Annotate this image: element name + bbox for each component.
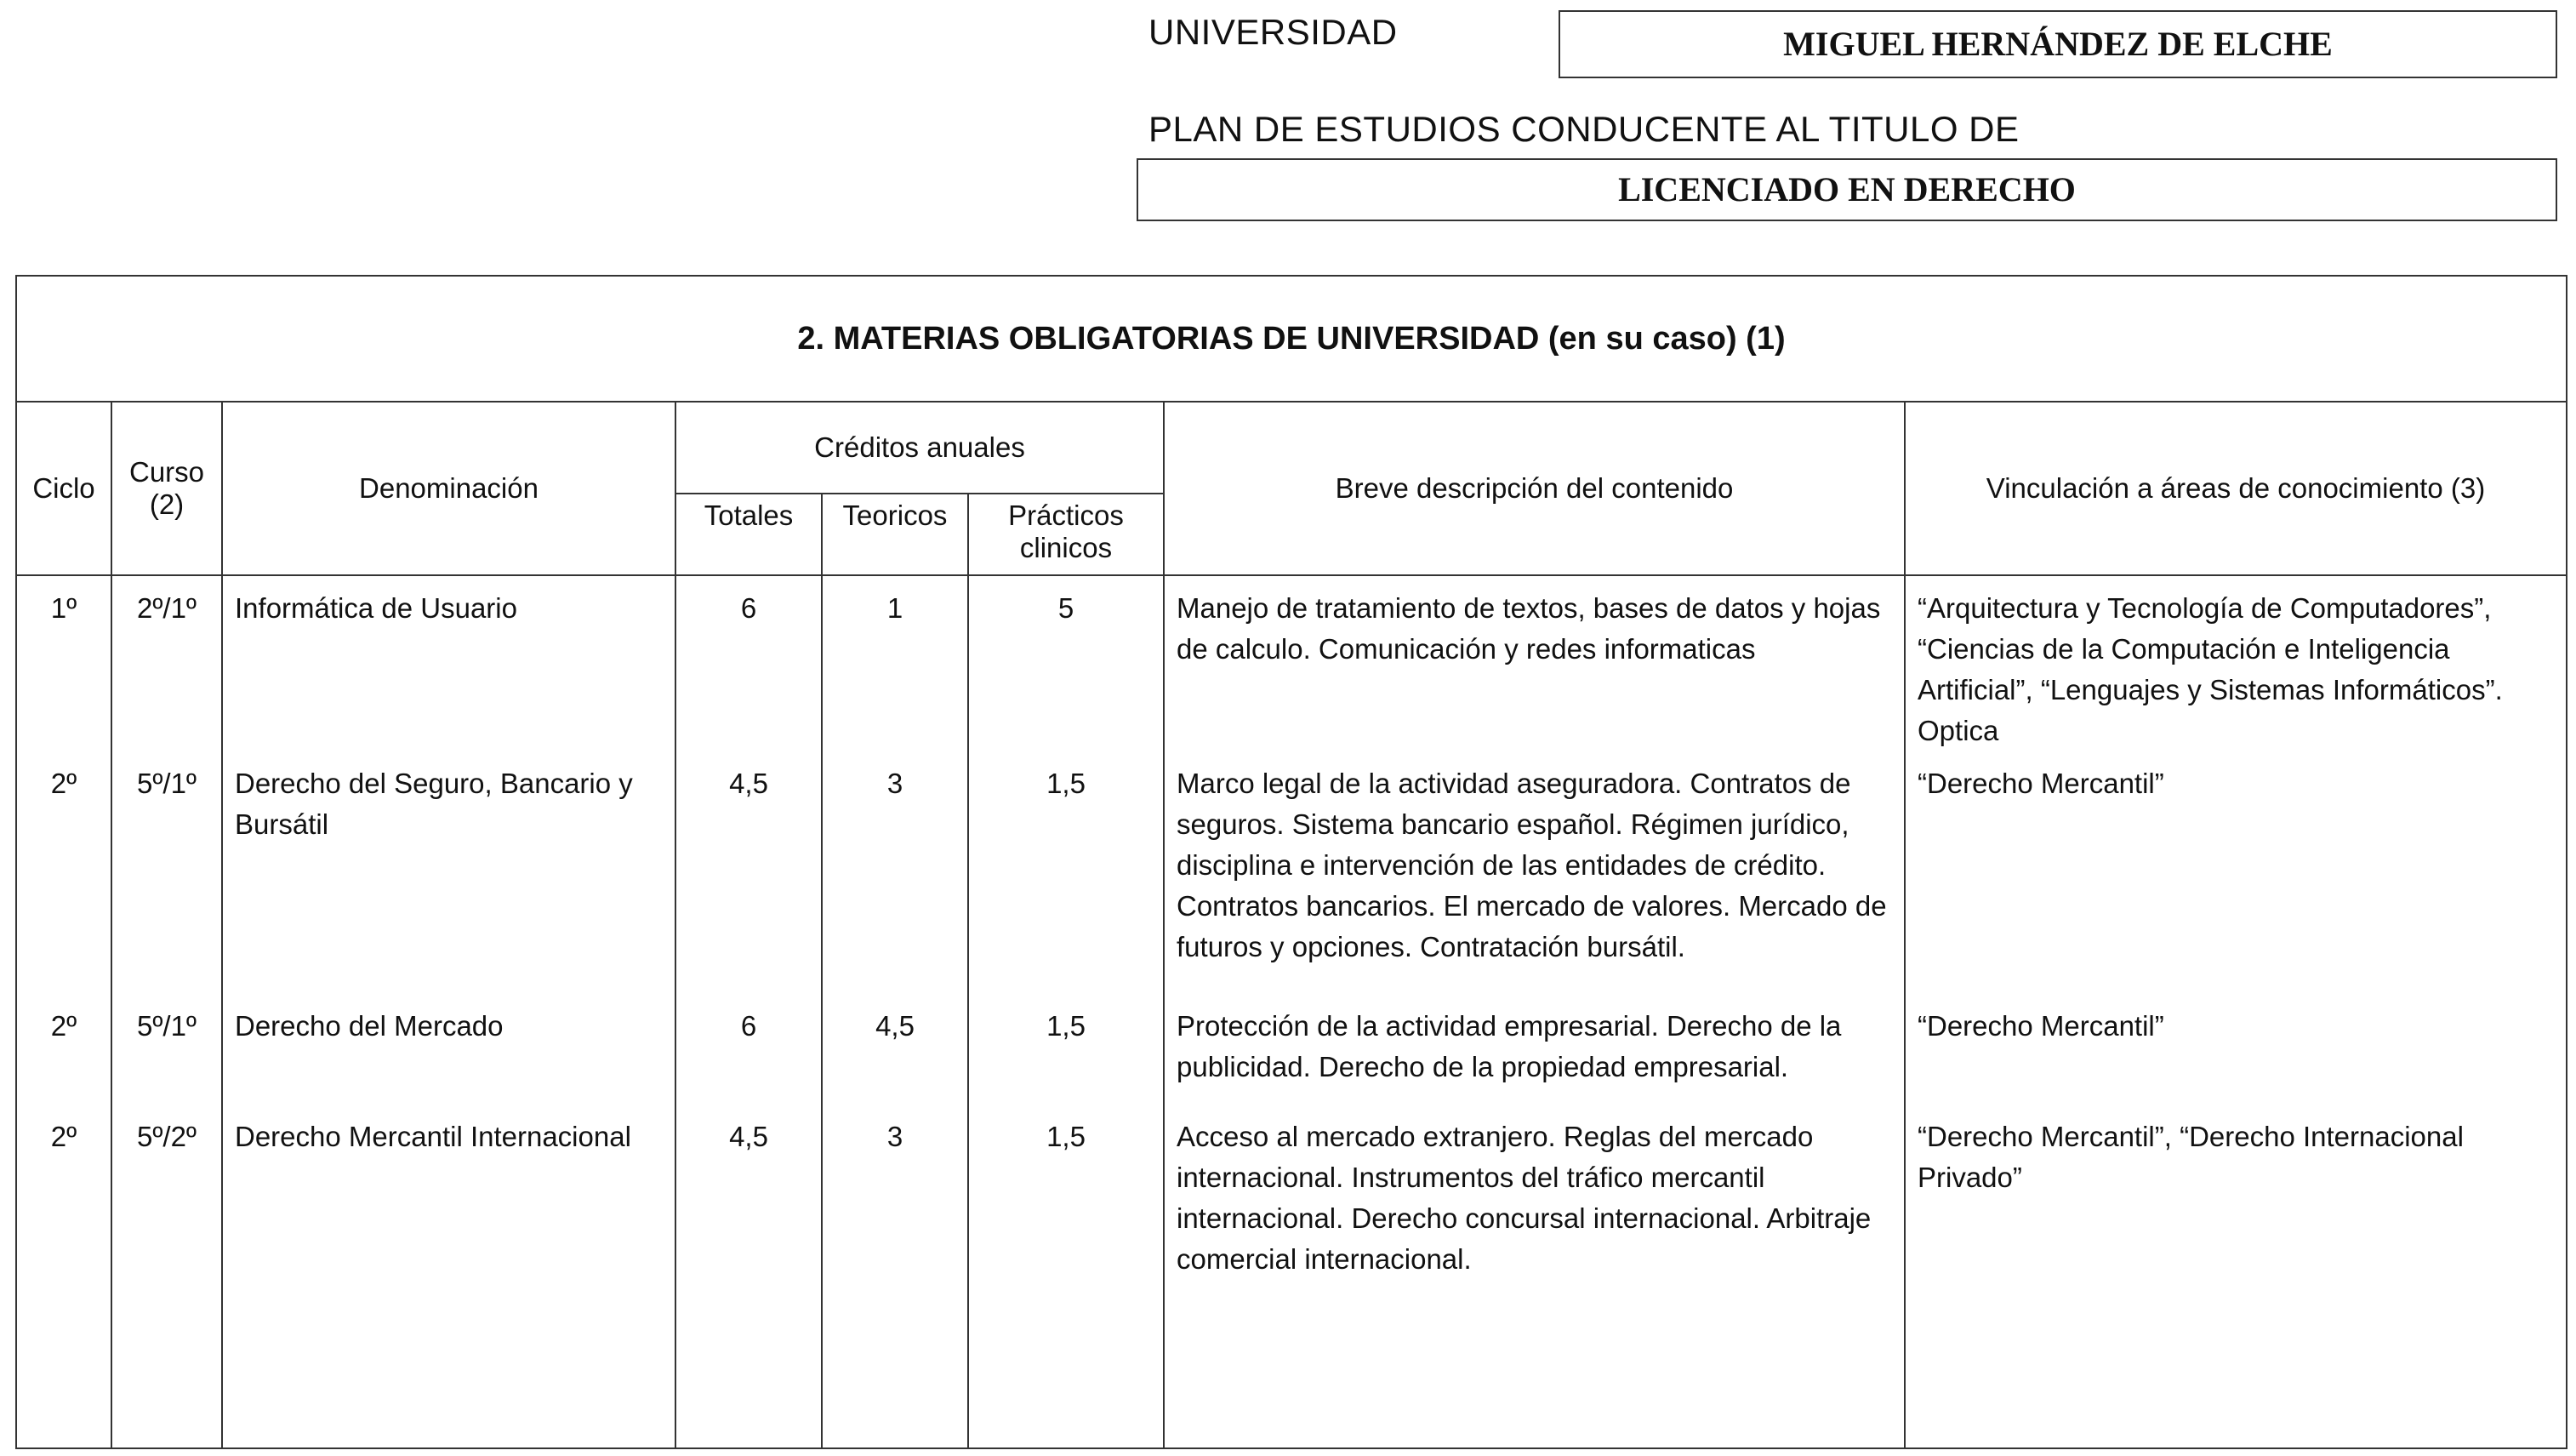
col-header-teoricos: Teoricos bbox=[822, 494, 968, 575]
cell-practicos: 5 bbox=[968, 575, 1164, 751]
col-header-vinculacion: Vinculación a áreas de conocimiento (3) bbox=[1905, 402, 2567, 575]
universidad-label: UNIVERSIDAD bbox=[1148, 12, 1398, 52]
cell-practicos: 1,5 bbox=[968, 751, 1164, 994]
cell-descripcion: Manejo de tratamiento de textos, bases de datos y hojas de calculo. Comunicación y redes informaticas bbox=[1164, 575, 1905, 751]
cell-denominacion: Informática de Usuario bbox=[222, 575, 675, 751]
table-title: 2. MATERIAS OBLIGATORIAS DE UNIVERSIDAD (en su caso) (1) bbox=[16, 276, 2567, 402]
col-header-curso: Curso (2) bbox=[111, 402, 222, 575]
cell-teoricos: 3 bbox=[822, 1105, 968, 1448]
cell-vinculacion: “Arquitectura y Tecnología de Computadores”, “Ciencias de la Computación e Inteligencia Artificial”, “Lenguajes y Sistemas Informáticos”. Optica bbox=[1905, 575, 2567, 751]
cell-vinculacion: “Derecho Mercantil”, “Derecho Internacional Privado” bbox=[1905, 1105, 2567, 1448]
cell-totales: 6 bbox=[675, 575, 822, 751]
cell-practicos: 1,5 bbox=[968, 994, 1164, 1105]
cell-descripcion: Acceso al mercado extranjero. Reglas del mercado internacional. Instrumentos del tráfico mercantil internacional. Derecho concursal internacional. Arbitraje comercial internacional. bbox=[1164, 1105, 1905, 1448]
cell-teoricos: 1 bbox=[822, 575, 968, 751]
cell-curso: 5º/1º bbox=[111, 994, 222, 1105]
col-header-denominacion: Denominación bbox=[222, 402, 675, 575]
cell-teoricos: 4,5 bbox=[822, 994, 968, 1105]
col-header-creditos: Créditos anuales bbox=[675, 402, 1164, 494]
col-header-ciclo: Ciclo bbox=[16, 402, 111, 575]
table-row bbox=[16, 751, 2567, 994]
cell-vinculacion: “Derecho Mercantil” bbox=[1905, 751, 2567, 994]
col-header-totales: Totales bbox=[675, 494, 822, 575]
cell-denominacion: Derecho del Mercado bbox=[222, 994, 675, 1105]
cell-curso: 2º/1º bbox=[111, 575, 222, 751]
cell-teoricos: 3 bbox=[822, 751, 968, 994]
plan-label: PLAN DE ESTUDIOS CONDUCENTE AL TITULO DE bbox=[1148, 109, 2020, 149]
cell-denominacion: Derecho del Seguro, Bancario y Bursátil bbox=[222, 751, 675, 994]
table-row bbox=[16, 1105, 2567, 1448]
col-header-practicos: Prácticos clinicos bbox=[968, 494, 1164, 575]
cell-totales: 6 bbox=[675, 994, 822, 1105]
cell-ciclo: 2º bbox=[16, 1105, 111, 1448]
table-row bbox=[16, 575, 2567, 751]
cell-curso: 5º/2º bbox=[111, 1105, 222, 1448]
cell-curso: 5º/1º bbox=[111, 751, 222, 994]
universidad-value-box bbox=[1559, 10, 2557, 78]
cell-ciclo: 2º bbox=[16, 994, 111, 1105]
materias-table bbox=[15, 275, 2567, 1449]
table-row bbox=[16, 994, 2567, 1105]
titulo-value-box bbox=[1137, 158, 2557, 221]
cell-practicos: 1,5 bbox=[968, 1105, 1164, 1448]
cell-descripcion: Protección de la actividad empresarial. Derecho de la publicidad. Derecho de la propiedad empresarial. bbox=[1164, 994, 1905, 1105]
cell-descripcion: Marco legal de la actividad aseguradora. Contratos de seguros. Sistema bancario español. Régimen jurídico, disciplina e intervención de las entidades de crédito. Contratos bancarios. El mercado de valores. Mercado de futuros y opciones. Contratación bursátil. bbox=[1164, 751, 1905, 994]
titulo-value: LICENCIADO EN DERECHO bbox=[1618, 170, 2076, 208]
cell-denominacion: Derecho Mercantil Internacional bbox=[222, 1105, 675, 1448]
cell-totales: 4,5 bbox=[675, 751, 822, 994]
universidad-value: MIGUEL HERNÁNDEZ DE ELCHE bbox=[1783, 25, 2333, 63]
cell-totales: 4,5 bbox=[675, 1105, 822, 1448]
cell-ciclo: 2º bbox=[16, 751, 111, 994]
col-header-descripcion: Breve descripción del contenido bbox=[1164, 402, 1905, 575]
cell-vinculacion: “Derecho Mercantil” bbox=[1905, 994, 2567, 1105]
cell-ciclo: 1º bbox=[16, 575, 111, 751]
